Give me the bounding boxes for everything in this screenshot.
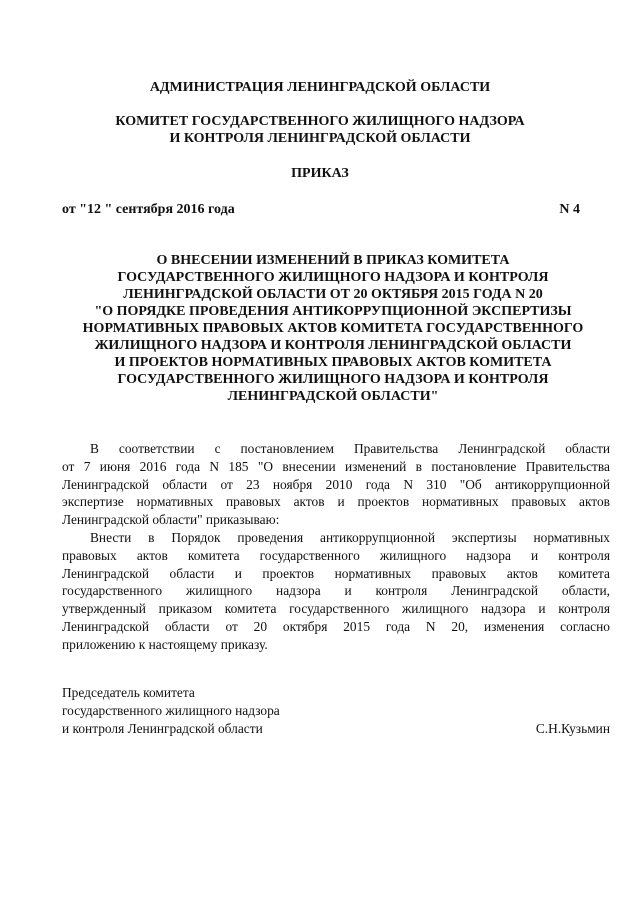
document-type: ПРИКАЗ: [291, 166, 349, 181]
signatory-name: С.Н.Кузьмин: [535, 721, 610, 736]
title-line: "О ПОРЯДКЕ ПРОВЕДЕНИЯ АНТИКОРРУПЦИОННОЙ ЭКСПЕРТИЗЫ: [94, 304, 572, 319]
body-line: Ленинградской области от 23 ноября 2010 года N 310 "Об антикоррупционной: [62, 476, 610, 492]
body-line: Внести в Порядок проведения антикоррупционной экспертизы нормативных: [90, 529, 610, 545]
title-line: ЖИЛИЩНОГО НАДЗОРА И КОНТРОЛЯ ЛЕНИНГРАДСКОЙ ОБЛАСТИ: [94, 338, 572, 353]
body-line: правовых актов комитета государственного жилищного надзора и контроля: [62, 547, 610, 563]
title-line: ЛЕНИНГРАДСКОЙ ОБЛАСТИ": [227, 389, 439, 404]
title-line: ЛЕНИНГРАДСКОЙ ОБЛАСТИ ОТ 20 ОКТЯБРЯ 2015 ГОДА N 20: [123, 287, 543, 302]
body-line: от 7 июня 2016 года N 185 "О внесении изменений в постановление Правительства: [62, 458, 610, 474]
directive-paragraph: [62, 529, 610, 654]
preamble-paragraph: [62, 440, 610, 529]
order-title: [50, 252, 616, 405]
date-number-row: [62, 201, 580, 218]
body-line: В соответствии с постановлением Правительства Ленинградской области: [90, 441, 610, 456]
title-line: И ПРОЕКТОВ НОРМАТИВНЫХ ПРАВОВЫХ АКТОВ КОМИТЕТА: [114, 355, 552, 370]
body-line: утвержденный приказом комитета государственного жилищного надзора и контроля: [62, 601, 610, 617]
committee-heading: [0, 113, 640, 147]
signatory-position-line: государственного жилищного надзора: [62, 703, 280, 718]
order-body: [62, 440, 610, 654]
body-line: экспертизе нормативных правовых актов и проектов нормативных правовых актов: [62, 494, 610, 510]
committee-heading-line: И КОНТРОЛЯ ЛЕНИНГРАДСКОЙ ОБЛАСТИ: [169, 131, 471, 146]
title-line: ГОСУДАРСТВЕННОГО ЖИЛИЩНОГО НАДЗОРА И КОНТРОЛЯ: [117, 270, 549, 285]
title-line: НОРМАТИВНЫХ ПРАВОВЫХ АКТОВ КОМИТЕТА ГОСУДАРСТВЕННОГО: [82, 321, 584, 336]
signatory-position-line: Председатель комитета: [62, 685, 195, 700]
title-line: О ВНЕСЕНИИ ИЗМЕНЕНИЙ В ПРИКАЗ КОМИТЕТА: [156, 253, 510, 268]
body-line: Ленинградской области и проектов нормативных правовых актов комитета: [62, 565, 610, 581]
body-line: государственного жилищного надзора и контроля Ленинградской области,: [62, 583, 610, 599]
order-date: от "12 " сентября 2016 года: [62, 202, 235, 217]
order-number: N 4: [559, 202, 580, 217]
administration-heading: АДМИНИСТРАЦИЯ ЛЕНИНГРАДСКОЙ ОБЛАСТИ: [149, 80, 491, 95]
signature-block: [62, 684, 610, 738]
body-line: Ленинградской области от 20 октября 2015 года N 20, изменения согласно: [62, 618, 610, 634]
signatory-position-line: и контроля Ленинградской области: [62, 721, 263, 736]
committee-heading-line: КОМИТЕТ ГОСУДАРСТВЕННОГО ЖИЛИЩНОГО НАДЗОРА: [115, 114, 525, 129]
body-line: Ленинградской области" приказываю:: [62, 512, 280, 528]
body-line: приложению к настоящему приказу.: [62, 636, 268, 652]
title-line: ГОСУДАРСТВЕННОГО ЖИЛИЩНОГО НАДЗОРА И КОНТРОЛЯ: [117, 372, 549, 387]
